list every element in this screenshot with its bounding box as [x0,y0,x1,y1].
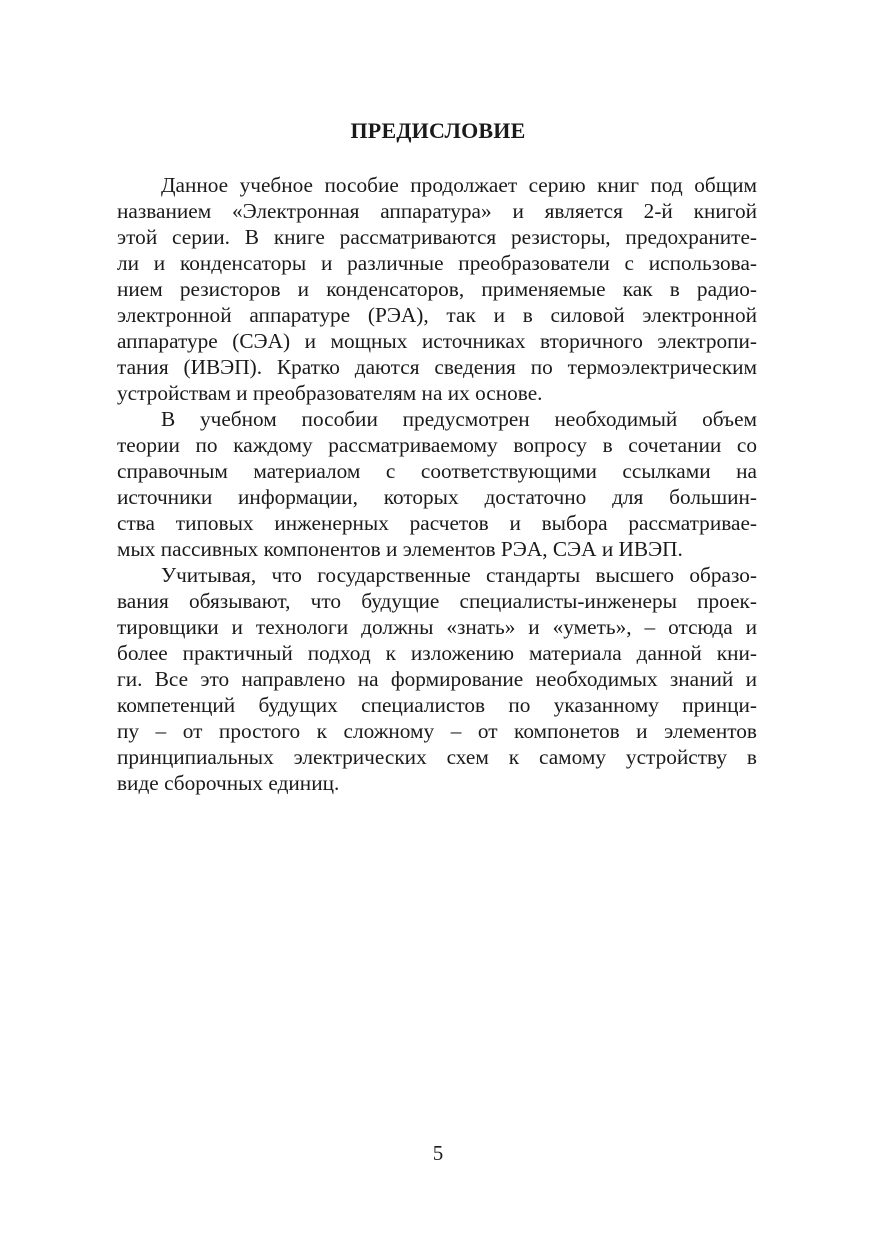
text-line: ли и конденсаторы и различные преобразователи с использова- [117,251,757,275]
paragraph [117,562,757,796]
text-line: Учитывая, что государственные стандарты высшего образо- [161,563,757,587]
text-line: Данное учебное пособие продолжает серию книг под общим [161,173,757,197]
text-line: источники информации, которых достаточно для большин- [117,485,757,509]
page-number: 5 [432,1141,444,1165]
text-line: названием «Электронная аппаратура» и является 2-й книгой [117,199,757,223]
paragraph [117,406,757,562]
text-line: виде сборочных единиц. [117,771,340,795]
text-line: В учебном пособии предусмотрен необходимый объем [161,407,757,431]
text-line: вания обязывают, что будущие специалисты-инженеры проек- [117,589,757,613]
text-line: устройствам и преобразователям на их основе. [117,381,543,405]
text-line: электронной аппаратуре (РЭА), так и в силовой электронной [117,303,757,327]
text-line: аппаратуре (СЭА) и мощных источниках вторичного электропи- [117,329,757,353]
text-line: теории по каждому рассматриваемому вопросу в сочетании со [117,433,757,457]
paragraph [117,172,757,406]
page-title: ПРЕДИСЛОВИЕ [350,118,526,143]
text-line: мых пассивных компонентов и элементов РЭА, СЭА и ИВЭП. [117,537,683,561]
text-line: справочным материалом с соответствующими ссылками на [117,459,757,483]
text-line: пу – от простого к сложному – от компонетов и элементов [117,719,757,743]
text-line: ства типовых инженерных расчетов и выбора рассматривае- [117,511,757,535]
text-line: тировщики и технологи должны «знать» и «уметь», – отсюда и [117,615,757,639]
text-line: компетенций будущих специалистов по указанному принци- [117,693,757,717]
text-line: тания (ИВЭП). Кратко даются сведения по термоэлектрическим [117,355,757,379]
text-line: принципиальных электрических схем к самому устройству в [117,745,757,769]
text-line: более практичный подход к изложению материала данной кни- [117,641,757,665]
text-line: этой серии. В книге рассматриваются резисторы, предохраните- [117,225,757,249]
text-line: нием резисторов и конденсаторов, применяемые как в радио- [117,277,757,301]
preface-body [117,172,757,796]
text-line: ги. Все это направлено на формирование необходимых знаний и [117,667,757,691]
